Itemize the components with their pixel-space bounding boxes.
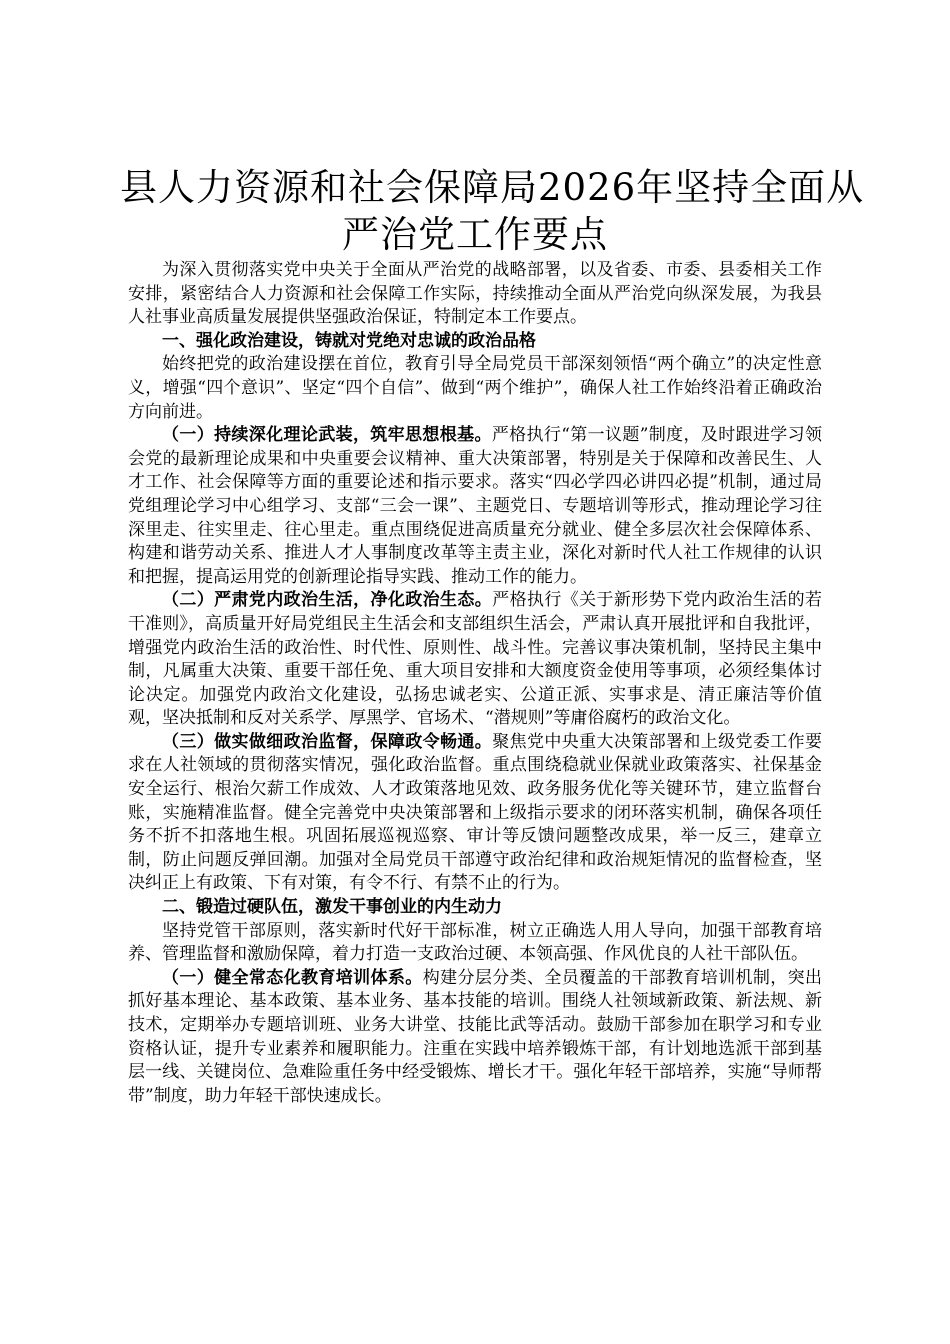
section-1-item-1-title: （一）持续深化理论武装，筑牢思想根基。 bbox=[162, 425, 492, 446]
section-1-body: 始终把党的政治建设摆在首位，教育引导全局党员干部深刻领悟“两个确立”的决定性意义，增强“四个意识”、坚定“四个自信”、做到“两个维护”，确保人社工作始终沿着正确政治方向前进。 bbox=[128, 354, 822, 422]
section-1-item-1 bbox=[128, 424, 822, 589]
document-page bbox=[120, 164, 865, 1108]
section-1-item-2-title: （二）严肃党内政治生活，净化政治生态。 bbox=[162, 590, 493, 611]
section-2-item-1-title: （一）健全常态化教育培训体系。 bbox=[162, 967, 423, 988]
section-1-item-3 bbox=[128, 731, 822, 896]
section-2-heading: 二、锻造过硬队伍，激发干事创业的内生动力 bbox=[162, 897, 502, 918]
section-1-item-2-body: 严格执行《关于新形势下党内政治生活的若干准则》，高质量开好局党组民主生活会和支部组织生活会，严肃认真开展批评和自我批评，增强党内政治生活的政治性、时代性、原则性、战斗性。完善议事决策机制，坚持民主集中制，凡属重大决策、重要干部任免、重大项目安排和大额度资金使用等事项，必须经集体讨论决定。加强党内政治文化建设，弘扬忠诚老实、公道正派、实事求是、清正廉洁等价值观，坚决抵制和反对关系学、厚黑学、官场术、“潜规则”等庸俗腐朽的政治文化。 bbox=[128, 590, 823, 729]
document-title-line-1: 县人力资源和社会保障局2026年坚持全面从 bbox=[120, 166, 865, 209]
section-1-item-3-body: 聚焦党中央重大决策部署和上级党委工作要求在人社领域的贯彻落实情况，强化政治监督。重点围绕稳就业保就业政策落实、社保基金安全运行、根治欠薪工作成效、人才政策落地见效、政务服务优化等关键环节，建立监督台账，实施精准监督。健全完善党中央决策部署和上级指示要求的闭环落实机制，确保各项任务不折不扣落地生根。巩固拓展巡视巡察、审计等反馈问题整改成果，举一反三，建章立制，防止问题反弹回潮。加强对全局党员干部遵守政治纪律和政治规矩情况的监督检查，坚决纠正上有政策、下有对策，有令不行、有禁不止的行为。 bbox=[128, 731, 823, 894]
section-2-item-1-body: 构建分层分类、全员覆盖的干部教育培训机制，突出抓好基本理论、基本政策、基本业务、基本技能的培训。围绕人社领域新政策、新法规、新技术，定期举办专题培训班、业务大讲堂、技能比武等活动。鼓励干部参加在职学习和专业资格认证，提升专业素养和履职能力。注重在实践中培养锻炼干部，有计划地选派干部到基层一线、关键岗位、急难险重任务中经受锻炼、增长才干。强化年轻干部培养，实施“导师帮带”制度，助力年轻干部快速成长。 bbox=[128, 967, 823, 1106]
section-1-heading: 一、强化政治建设，铸就对党绝对忠诚的政治品格 bbox=[162, 330, 536, 351]
section-1-item-2 bbox=[128, 589, 822, 731]
section-2-body: 坚持党管干部原则，落实新时代好干部标准，树立正确选人用人导向，加强干部教育培养、管理监督和激励保障，着力打造一支政治过硬、本领高强、作风优良的人社干部队伍。 bbox=[128, 920, 822, 965]
document-title-line-2: 严治党工作要点 bbox=[342, 213, 608, 256]
document-title bbox=[120, 164, 865, 258]
intro-paragraph: 为深入贯彻落实党中央关于全面从严治党的战略部署，以及省委、市委、县委相关工作安排，紧密结合人力资源和社会保障工作实际，持续推动全面从严治党向纵深发展，为我县人社事业高质量发展提供坚强政治保证，特制定本工作要点。 bbox=[128, 260, 822, 328]
section-2-item-1 bbox=[128, 967, 822, 1109]
section-1-item-3-title: （三）做实做细政治监督，保障政令畅通。 bbox=[162, 731, 493, 752]
section-1-item-1-body: 严格执行“第一议题”制度，及时跟进学习领会党的最新理论成果和中央重要会议精神、重大决策部署，特别是关于保障和改善民生、人才工作、社会保障等方面的重要论述和指示要求。落实“四必学四必讲四必提”机制，通过局党组理论学习中心组学习、支部“三会一课”、主题党日、专题培训等形式，推动理论学习往深里走、往实里走、往心里走。重点围绕促进高质量充分就业、健全多层次社会保障体系、构建和谐劳动关系、推进人才人事制度改革等主责主业，深化对新时代人社工作规律的认识和把握，提高运用党的创新理论指导实践、推动工作的能力。 bbox=[128, 425, 822, 587]
